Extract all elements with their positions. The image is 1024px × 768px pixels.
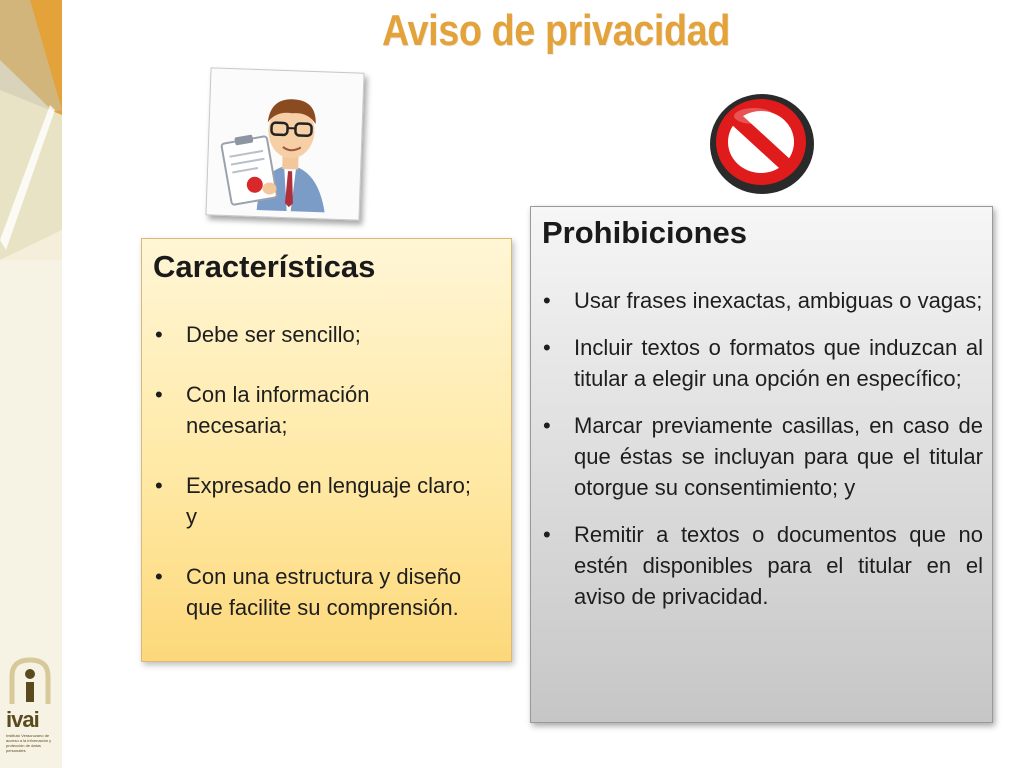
list-item [543,332,983,394]
list-item-text: Expresado en lenguaje claro; y [186,473,471,529]
prohibitions-panel [530,206,993,723]
list-item [543,519,983,612]
decorative-side-band [0,0,62,768]
bullet-marker: • [543,413,551,438]
characteristics-list [155,319,475,652]
page-title: Aviso de privacidad [382,6,730,55]
list-item-text: Debe ser sencillo; [186,322,361,347]
prohibitions-heading: Prohibiciones [542,215,747,250]
list-item-text: Incluir textos o formatos que induzcan al titular a elegir una opción en específico; [574,335,983,391]
bullet-marker: • [155,322,163,347]
characteristics-heading: Características [153,249,376,284]
list-item-text: Usar frases inexactas, ambiguas o vagas; [574,288,983,313]
logo-tagline: Instituto Veracruzano de acceso a la información y protección de datos personales [6,733,52,753]
characteristics-panel [141,238,512,662]
clipboard-man-illustration [205,67,364,220]
bullet-marker: • [155,473,163,498]
bullet-marker: • [155,564,163,589]
prohibitions-list [543,285,983,628]
ivai-logo [6,656,58,753]
list-item [543,410,983,503]
bullet-marker: • [543,335,551,360]
bullet-marker: • [543,288,551,313]
ivai-logo-mark [6,656,54,704]
list-item [155,561,475,623]
list-item [155,379,475,441]
list-item [155,470,475,532]
list-item-text: Con la información necesaria; [186,382,370,438]
list-item-text: Con una estructura y diseño que facilite su comprensión. [186,564,462,620]
list-item-text: Marcar previamente casillas, en caso de que éstas se incluyan para que el titular otorgue su consentimiento; y [574,413,983,500]
no-symbol-icon [708,92,816,199]
bullet-marker: • [543,522,551,547]
bullet-marker: • [155,382,163,407]
list-item [543,285,983,316]
list-item-text: Remitir a textos o documentos que no estén disponibles para el titular en el aviso de privacidad. [574,522,983,609]
logo-wordmark: ivai [6,707,39,732]
list-item [155,319,475,350]
